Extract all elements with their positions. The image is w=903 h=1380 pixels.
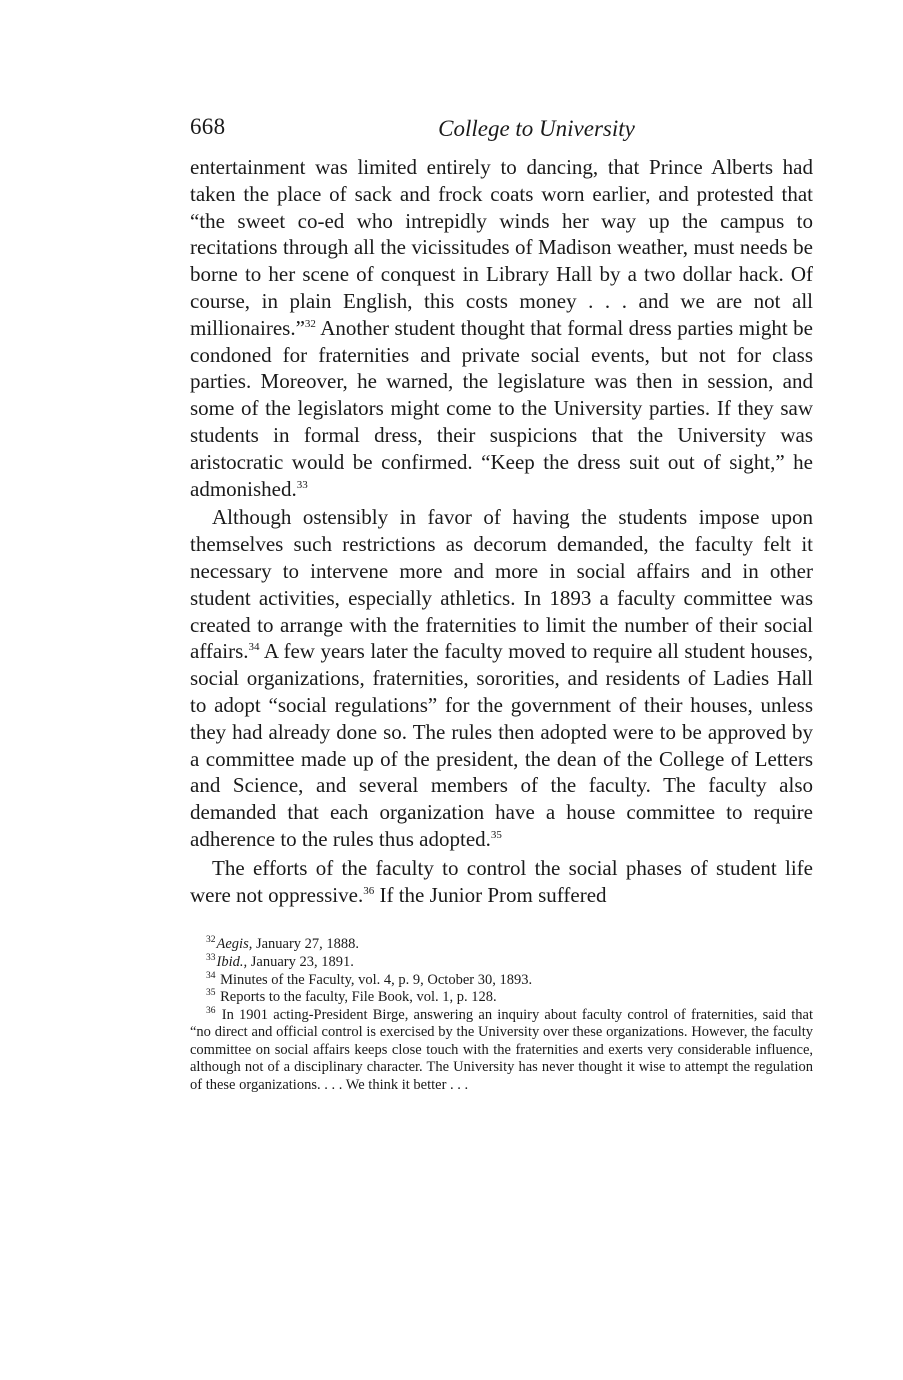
- footnote-number: 36: [206, 1005, 216, 1016]
- footnote-italic: Aegis,: [216, 936, 253, 953]
- footnote-number: 33: [206, 953, 216, 964]
- page-header: [190, 114, 813, 154]
- footnote-ref-34: 34: [248, 641, 260, 654]
- paragraph-1-text-b: Another student thought that formal dress parties might be condoned for fraternities and private social events, but not for class parties. Moreover, he warned, the legislature was then in session, and some of the legislators might come to the University parties. If they saw students in formal dress, their suspicions that the University was aristocratic would be confirmed. “Keep the dress suit out of sight,” he admonished.: [190, 315, 813, 501]
- footnote-number: 35: [206, 988, 216, 999]
- footnotes: [190, 936, 813, 1094]
- footnote: [190, 954, 813, 972]
- body-text: [190, 154, 813, 908]
- paragraph-2-text-a: Although ostensibly in favor of having the students impose upon themselves such restrictions as decorum demanded, the faculty felt it necessary to intervene more and more in social affairs and in other student activities, especially athletics. In 1893 a faculty committee was created to arrange with the fraternities to limit the number of their social affairs.: [190, 505, 813, 664]
- paragraph-1: [190, 154, 813, 502]
- footnote-number: 34: [206, 970, 216, 981]
- footnote: [190, 936, 813, 954]
- footnote-ref-32: 32: [304, 317, 316, 330]
- book-page: [190, 114, 813, 1095]
- footnote-text: January 27, 1888.: [252, 936, 360, 953]
- footnote-text: Reports to the faculty, File Book, vol. 1, p. 128.: [216, 989, 497, 1006]
- paragraph-3-text-b: If the Junior Prom suffered: [374, 882, 607, 907]
- footnote-number: 32: [206, 935, 216, 946]
- footnote: [190, 1007, 813, 1095]
- footnote-ref-33: 33: [296, 478, 308, 491]
- running-title: College to University: [438, 116, 635, 141]
- page-number: 668: [190, 114, 226, 139]
- footnote-ref-36: 36: [363, 884, 375, 897]
- footnote-ref-35: 35: [490, 828, 502, 841]
- paragraph-3-text-a: The efforts of the faculty to control the social phases of student life were not oppressive.: [190, 855, 813, 907]
- footnote-italic: Ibid.,: [216, 953, 248, 970]
- paragraph-3: [190, 855, 813, 909]
- footnote: [190, 972, 813, 990]
- footnote-text: January 23, 1891.: [247, 953, 354, 970]
- paragraph-1-text-a: entertainment was limited entirely to dancing, that Prince Alberts had taken the place of sack and frock coats worn earlier, and protested that “the sweet co-ed who intrepidly winds her way up the campus to recitations through all the vicissitudes of Madison weather, must needs be borne to her scene of conquest in Library Hall by a two dollar hack. Of course, in plain English, this costs money . . . and we are not all millionaires.”: [190, 155, 813, 340]
- paragraph-2: [190, 504, 813, 852]
- footnote-text: Minutes of the Faculty, vol. 4, p. 9, October 30, 1893.: [216, 971, 533, 988]
- footnote: [190, 989, 813, 1007]
- paragraph-2-text-b: A few years later the faculty moved to require all student houses, social organizations, fraternities, sororities, and residents of Ladies Hall to adopt “social regulations” for the government of their houses, unless they had already done so. The rules then adopted were to be approved by a committee made up of the president, the dean of the College of Letters and Science, and several members of the faculty. The faculty also demanded that each organization have a house committee to require adherence to the rules thus adopted.: [190, 639, 813, 851]
- footnote-text: In 1901 acting-President Birge, answering an inquiry about faculty control of fraternities, said that “no direct and official control is exercised by the University over these organizations. However, the faculty committee on social affairs keeps close touch with the fraternities and exerts very considerable influence, although not of a disciplinary character. The University has never thought it wise to attempt the regulation of these organizations. . . . We think it better . . .: [190, 1006, 813, 1094]
